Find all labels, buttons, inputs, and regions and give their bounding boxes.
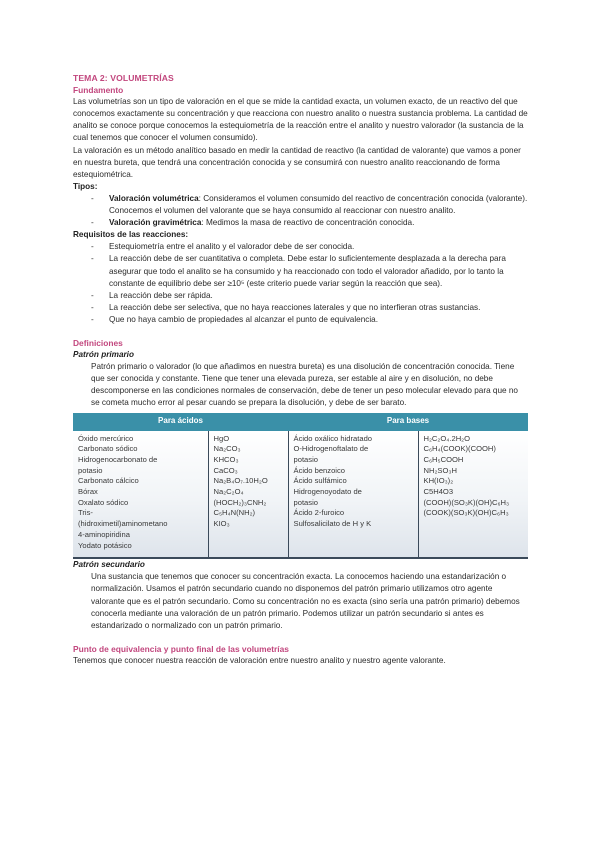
fundamento-paragraph-1: Las volumetrías son un tipo de valoración en el que se mide la cantidad exacta, un volumen exacto, de un reactivo del que conocemos exactamente su concentración y que reacciona con nuestro analito o nuestra sustancia problema. La cantidad de analito se conoce porque conocemos la estequiometría de la reacción entre el analito y nuestro valorador (la sustancia de la cual tenemos que conocer el volumen consumido). [73,97,528,143]
list-item: - La reacción debe ser selectiva, que no haya reacciones laterales y que no interfieran otras sustancias. [73,302,528,314]
acid-formula: Na₂B₄O₇.10H₂O [213,476,268,486]
acid-name: Bórax [78,487,98,497]
base-name: Ácido oxálico hidratado [293,433,373,443]
acid-formulas-cell [208,431,288,559]
document-content [73,72,528,667]
acid-name: Hidrogenocarbonato de [78,454,158,464]
base-formula: H₂C₂O₄.2H₂O [423,433,471,443]
section-heading-fundamento: Fundamento [73,85,124,96]
base-formula: KH(IO₃)₂ [423,476,454,486]
requisitos-list [73,241,528,326]
base-name: Hidrogenoyodato de [293,487,362,497]
acid-formula: C₅H₄N(NH₂) [213,508,256,518]
base-name: O-Hidrogenoftalato de [293,444,369,454]
list-item: - Que no haya cambio de propiedades al alcanzar el punto de equivalencia. [73,314,528,326]
acid-name: Carbonato sódico [78,444,138,454]
base-formula: (COOK)(SO₃K)(OH)C₆H₃ [423,508,509,518]
fundamento-paragraph-2: La valoración es un método analítico basado en medir la cantidad de reactivo (la cantidad de valorante) que vamos a poner en nuestra bureta, que tendrá una concentración conocida y se consumirá con nuestro analito reaccionando de forma estequiométrica. [73,145,521,179]
patron-primario-heading: Patrón primario [73,350,134,360]
table-header-acids: Para ácidos [73,413,288,431]
acid-name: Tris- [78,508,93,518]
patron-secundario-heading: Patrón secundario [73,560,145,570]
base-name: potasio [293,497,318,507]
tipos-list [73,193,528,229]
base-name: Ácido sulfámico [293,476,347,486]
table-header-row [73,413,528,431]
acid-name: Yodato potásico [78,540,132,550]
tipos-heading: Tipos: [73,181,98,191]
list-item: - La reacción debe ser rápida. [73,290,528,302]
list-item [73,217,528,229]
acid-name: Oxalato sódico [78,497,129,507]
acid-name: potasio [78,465,103,475]
acid-name: 4-aminopiridina [78,529,130,539]
acid-name: Óxido mercúrico [78,433,134,443]
patron-primario-text: Patrón primario o valorador (lo que añadimos en nuestra bureta) es una disolución de concentración conocida. Tiene que ser conocida y constante. Tiene que tener una elevada pureza, ser estable al aire y en disolución, no debe descomponerse en las condiciones normales de conservación, debe de tener un peso molecular elevado para que no se cometa mucho error al pesar cuando se prepara la disolución, y debe de ser barato. [91,362,518,408]
list-item: - Estequiometría entre el analito y el valorador debe de ser conocida. [73,241,528,253]
acid-formula: (HOCH₂)₃CNH₂ [213,497,267,507]
base-formula: NH₂SO₃H [423,465,457,475]
tipos-heading-text: Tipos [73,181,95,191]
base-formula: C₆H₄(COOK)(COOH) [423,444,496,454]
acid-names-cell [73,431,208,559]
base-name: Ácido 2-furoico [293,508,345,518]
acid-formula: KIO₃ [213,519,230,529]
base-formula: (COOH)(SO₃K)(OH)C₆H₃ [423,497,510,507]
acid-formula: HgO [213,433,230,443]
document-title: TEMA 2: VOLUMETRÍAS [73,73,174,83]
section-heading-definiciones: Definiciones [73,337,123,348]
acid-formula: KHCO₃ [213,454,239,464]
punto-text: Tenemos que conocer nuestra reacción de valoración entre nuestro analito y nuestro agente valorante. [73,655,446,665]
acid-name: (hidroximetil)aminometano [78,519,168,529]
base-names-cell [288,431,418,559]
requisitos-heading: Requisitos de las reacciones: [73,230,189,240]
acid-formula: CaCO₃ [213,465,238,475]
tipos-text: : Medimos la masa de reactivo de concentración conocida. [201,218,415,228]
acid-formula: Na₂C₂O₄ [213,487,244,497]
acid-name: Carbonato cálcico [78,476,139,486]
tipos-term: Valoración volumétrica [109,193,199,203]
list-item [73,193,528,217]
primary-standards-table [73,413,528,560]
section-spacer [73,632,528,643]
base-name: potasio [293,454,318,464]
base-formula: C5H4O3 [423,487,454,497]
section-heading-punto: Punto de equivalencia y punto final de las volumetrías [73,643,289,654]
base-name: Ácido benzoico [293,465,346,475]
base-formula: C₆H₅COOH [423,454,464,464]
patron-secundario-text: Una sustancia que tenemos que conocer su concentración exacta. La conocemos haciendo una estandarización o normalización. Usamos el patrón secundario cuando no disponemos del patrón primario utilizamos otro agente valorante que es el patrón secundario. Como su concentración no es exacta (sino sería una patrón primario) debemos conocerla mediante una valoración de un patrón primario. Podemos utilizar un patrón secundario si antes es estandarizado o normalizado con un patrón primario. [91,572,520,630]
acid-formula: Na₂CO₃ [213,444,241,454]
table-header-bases: Para bases [288,413,528,431]
section-spacer [73,326,528,337]
tipos-term: Valoración gravimétrica [109,218,202,228]
base-name: Sulfosalicilato de H y K [293,519,372,529]
tipos-text: : Consideramos el volumen consumido del reactivo de concentración conocida (valorante). Conocemos el volumen del valorante que se haya consumido al reaccionar con nuestro analito. [109,193,528,216]
list-item: - La reacción debe de ser cuantitativa o completa. Debe estar lo suficientemente desplazada a la derecha para asegurar que todo el analito se ha consumido y ha reaccionado con todo el valorador añadido, por lo tanto la constante de equilibrio debe ser ≥10⁵ (este criterio puede variar según la reacción que sea). [73,253,528,289]
base-formulas-cell [418,431,528,559]
table-row [73,431,528,559]
